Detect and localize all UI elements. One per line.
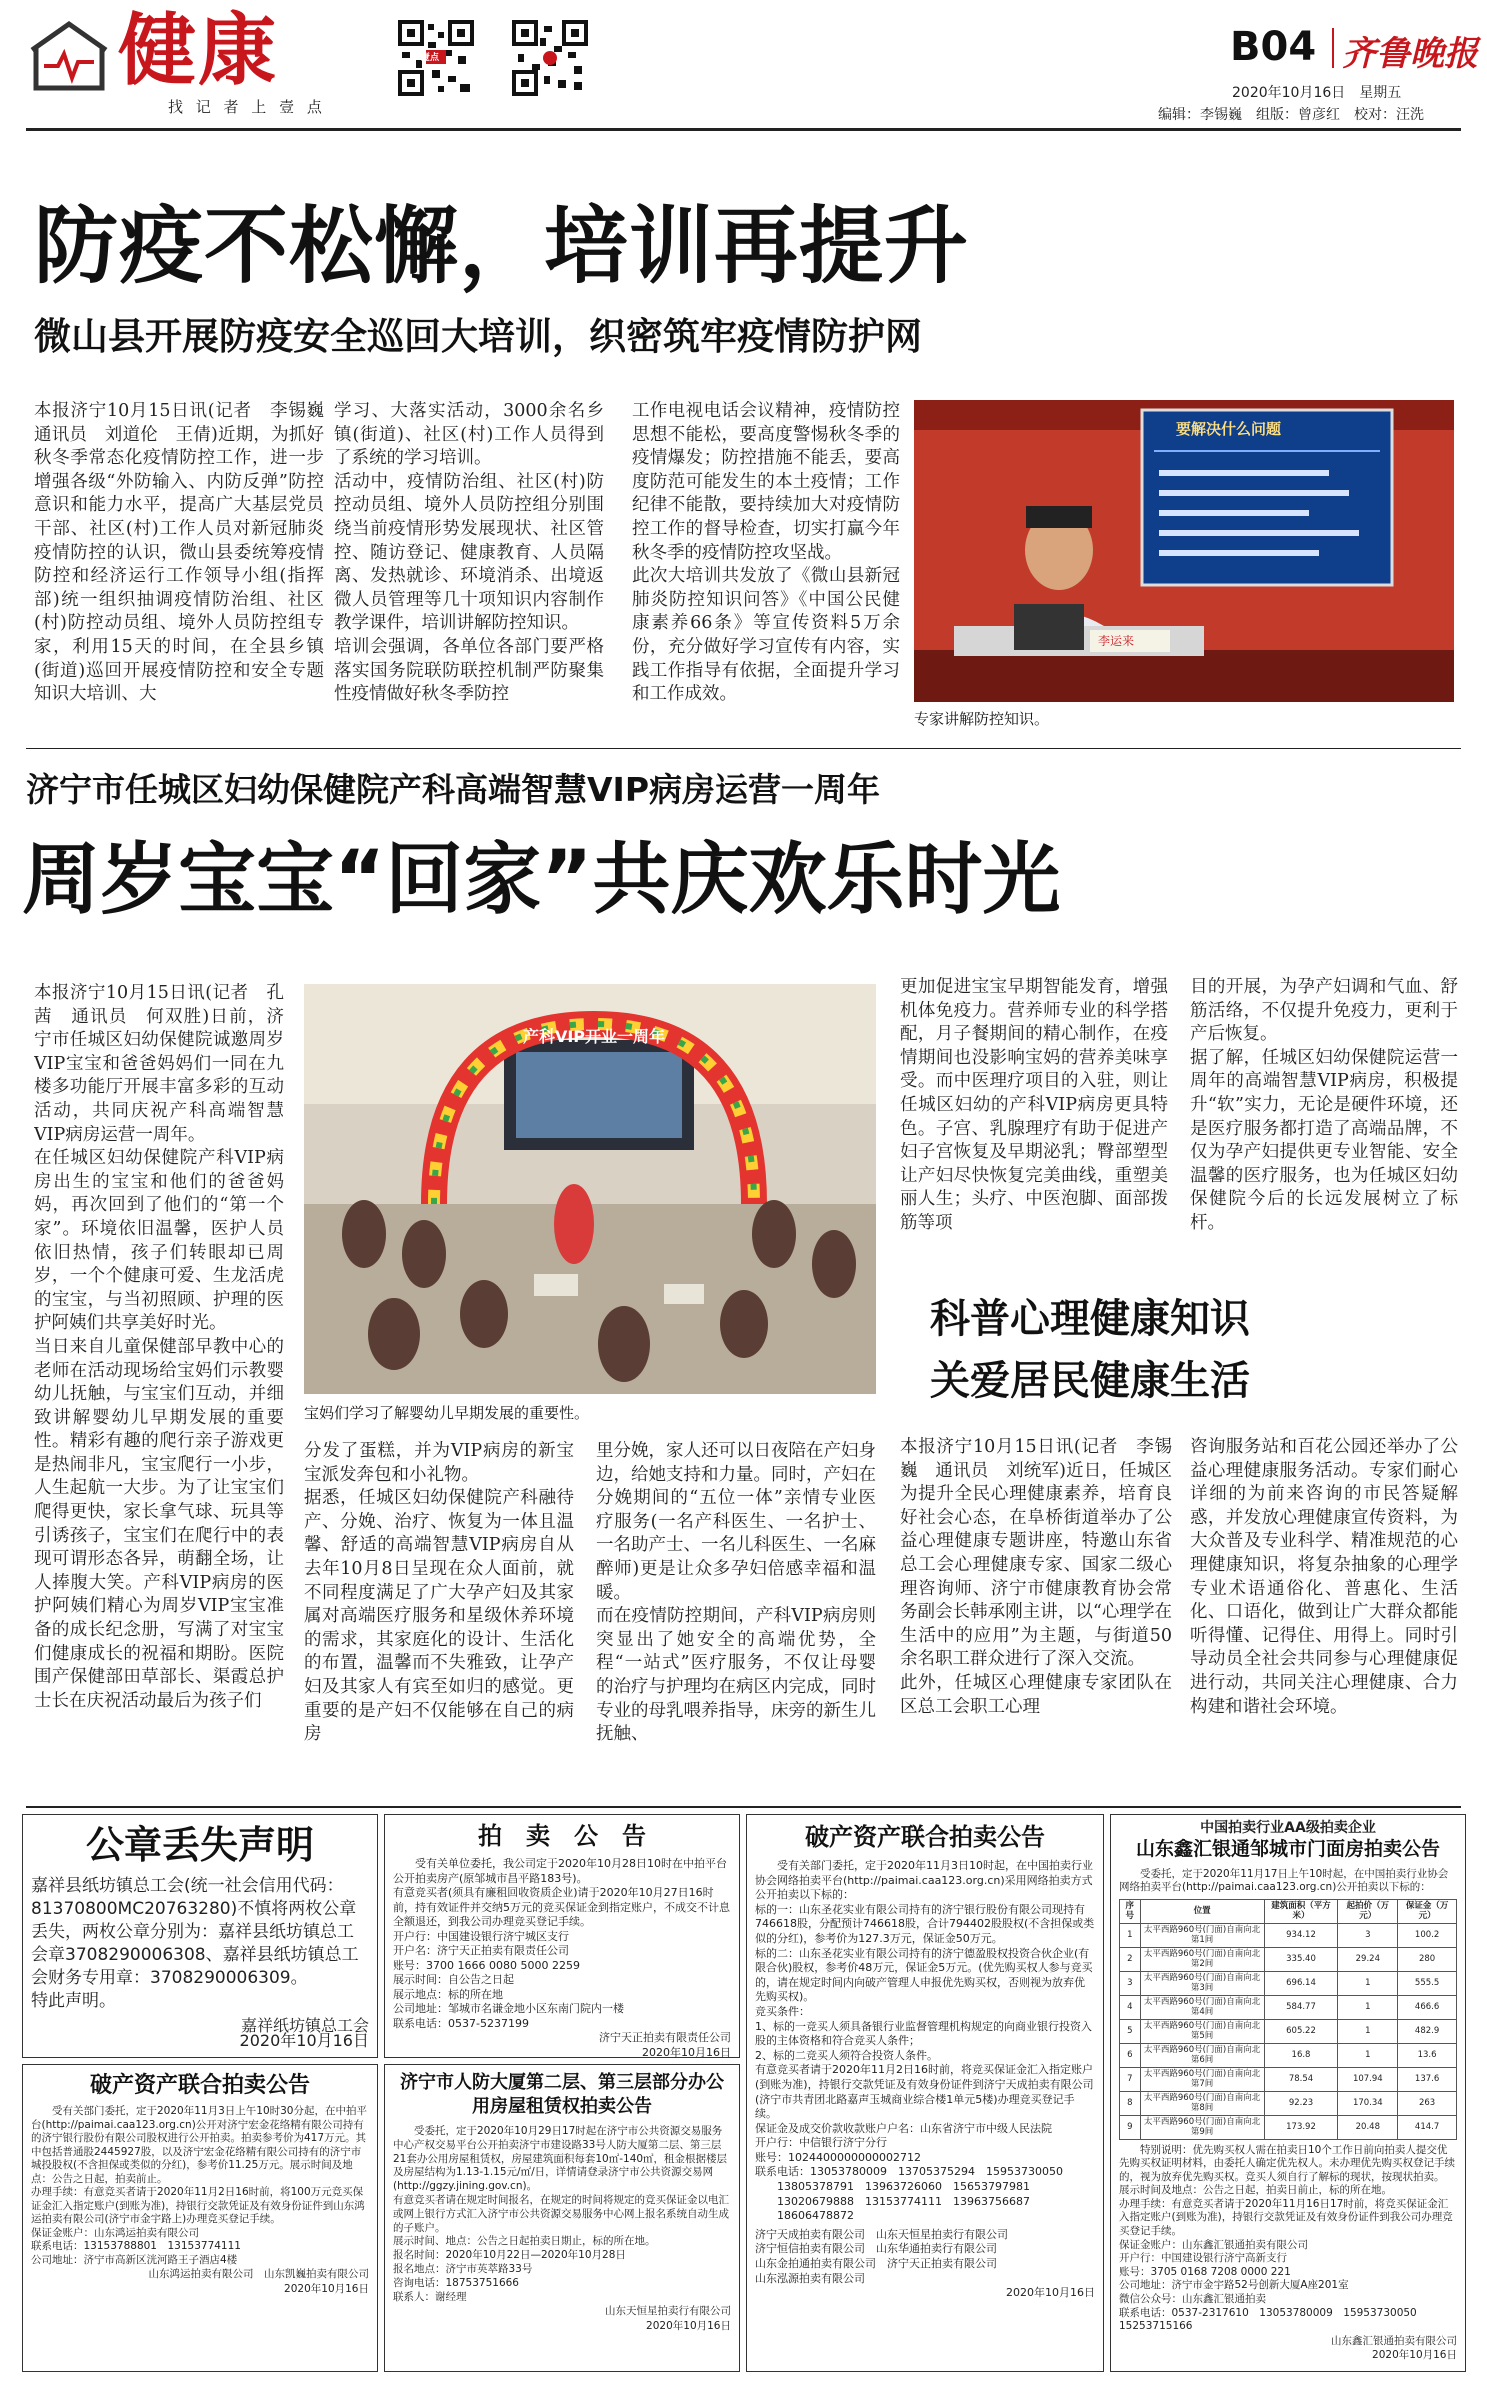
- table-body: [1120, 1923, 1457, 2139]
- table-cell: 92.23: [1264, 2091, 1338, 2115]
- table-cell: 29.24: [1338, 1947, 1398, 1971]
- table-row: [1120, 2091, 1457, 2115]
- table-cell: 1: [1120, 1923, 1141, 1947]
- notice-lease-auction: [384, 2064, 740, 2372]
- table-cell: 9: [1120, 2115, 1141, 2139]
- table-cell: 6: [1120, 2043, 1141, 2067]
- photo-caption: 专家讲解防控知识。: [914, 710, 1050, 728]
- article-text: 本报济宁10月15日讯(记者 李锡巍 通讯员 刘道伦 王倩)近期，为抓好秋冬季常态化疫情防控工作，进一步增强各级“外防输入、内防反弹”防控意识和能力水平，提高广大基层党员干部、社区(村)工作人员对新冠肺炎疫情防控的认识，微山县委统筹疫情防控和经济运行工作领导小组(指挥部)统一组织抽调疫情防治组、社区(村)防控动员组、境外人员防控组专家，利用15天的时间，在全县乡镇(街道)巡回开展疫情防控和安全专题知识大培训、大: [34, 401, 324, 705]
- table-row: [1120, 1971, 1457, 1995]
- notice-body: 特别说明：优先购买权人需在拍卖日10个工作日前向拍卖人提交优先购买权证明材料，由委托人确定优先权人。未办理优先购买权登记手续的，视为放弃优先购买权。竞买人须自行了解标的现状，按现状拍卖。 展示时间及地点：公告之日起，拍卖日前止，标的所在地。 办理手续：有意竞买者请于2020年11月16日17时前，将竞买保证金汇入指定账户(到账为准)，持银行交款凭证及有效身份证件到我公司办理竞买登记手续。 保证金账户：山东鑫汇银通拍卖有限公司 开户行：中国建设银行济宁高新支行 账号：3705 0168 7208 0000 221 公司地址：济宁市金宇路52号创新大厦A座201室 微信公众号：山东鑫汇银通拍卖 联系电话：0537-2317610 13053780009 15953730050 15253715166: [1119, 2143, 1455, 2333]
- table-header: [1120, 1899, 1457, 1923]
- article-column: [334, 400, 604, 730]
- notice-bankruptcy-auction-1: [22, 2064, 378, 2372]
- notice-title: 济宁市人防大厦第二层、第三层部分办公用房屋租赁权拍卖公告: [400, 2072, 724, 2117]
- article-column: [34, 982, 284, 1772]
- table-cell: 1: [1338, 2019, 1398, 2043]
- page-number: B04: [1230, 24, 1317, 70]
- notice-body: 受有关单位委托，我公司定于2020年10月28日10时在中拍平台公开拍卖房产(原邹城市昌平路183号)。 有意竞买者(须具有廉租回收资质企业)请于2020年10月27日16时前，持有效证件并交纳5万元的竞买保证金到指定账户，不成交不计息全额退还，到我公司办理竞买登记手续。 开户行：中国建设银行济宁城区支行 开户名：济宁天正拍卖有限责任公司 账号：3700 1666 0080 5000 2259 展示时间：自公告之日起 展示地点：标的所在地 公司地址：邹城市名谦金地小区东南门院内一楼 联系电话：0537-5237199: [393, 1857, 730, 2030]
- table-cell: 太平西路960号(门面)自南向北第6间: [1140, 2043, 1264, 2067]
- table-cell: 482.9: [1398, 2019, 1457, 2043]
- notice-signature: 山东鸿运拍卖有限公司 山东凯巍拍卖有限公司: [148, 2268, 369, 2280]
- section-title: 健康: [118, 6, 279, 96]
- article-text: 更加促进宝宝早期智能发育，增强机体免疫力。营养师专业的科学搭配，月子餐期间的精心制作，在疫情期间也没影响宝妈的营养美味享受。而中医理疗项目的入驻，则让任城区妇幼的产科VIP病房更具特色。子宫、乳腺理疗有助于促进产妇子宫恢复及早期泌乳；臀部塑型让产妇尽快恢复完美曲线，重塑美丽人生；头疗、中医泡脚、面部拨筋等项: [900, 977, 1168, 1233]
- notice-signature: 济宁天正拍卖有限责任公司: [599, 2031, 731, 2044]
- notice-title: 破产资产联合拍卖公告: [805, 1822, 1045, 1851]
- notice-date: 2020年10月16日: [646, 2319, 731, 2332]
- table-row: [1120, 2115, 1457, 2139]
- article-column: [34, 400, 324, 730]
- table-cell: 173.92: [1264, 2115, 1338, 2139]
- notice-org: 中国拍卖行业AA级拍卖企业: [1200, 1820, 1376, 1836]
- table-cell: 107.94: [1338, 2067, 1398, 2091]
- headline: 科普心理健康知识: [930, 1296, 1250, 1342]
- article-column: [1190, 976, 1458, 1238]
- table-cell: 太平西路960号(门面)自南向北第3间: [1140, 1971, 1264, 1995]
- notice-signature: 济宁天成拍卖有限公司 山东天恒星拍卖行有限公司 济宁恒信拍卖有限公司 山东华通拍卖行有限公司 山东金拍通拍卖有限公司 济宁天正拍卖有限公司 山东泓源拍卖有限公司: [755, 2227, 1008, 2285]
- table-cell: 3: [1120, 1971, 1141, 1995]
- article-text: 工作电视电话会议精神，疫情防控思想不能松，要高度警惕秋冬季的疫情爆发；防控措施不能丢，要高度防范可能发生的本土疫情；工作纪律不能散，要持续加大对疫情防控工作的督导检查，切实打赢今年秋冬季的疫情防控攻坚战。 此次大培训共发放了《微山县新冠肺炎防控知识问答》《中国公民健康素养66条》等宣传资料5万余份，充分做好学习宣传有内容，实践工作指导有依据，全面提升学习和工作成效。: [632, 401, 900, 705]
- article-text: 目的开展，为孕产妇调和气血、舒筋活络，不仅提升免疫力，更利于产后恢复。 据了解，任城区妇幼保健院运营一周年的高端智慧VIP病房，积极提升“软”实力，无论是硬件环境，还是医疗服务都打造了高端品牌，不仅为孕产妇提供更专业智能、安全温馨的医疗服务，也为任城区妇幼保健院今后的长远发展树立了标杆。: [1190, 977, 1458, 1233]
- photo-caption: 宝妈们学习了解婴幼儿早期发展的重要性。: [304, 1404, 590, 1422]
- table-row: [1120, 2043, 1457, 2067]
- photo-lecture: [914, 400, 1454, 702]
- table-cell: 5: [1120, 2019, 1141, 2043]
- notice-date: 2020年10月16日: [1372, 2349, 1457, 2362]
- notice-storefront-auction: [1110, 1814, 1466, 2372]
- table-cell: 934.12: [1264, 1923, 1338, 1947]
- table-cell: 13.6: [1398, 2043, 1457, 2067]
- article-text: 学习、大落实活动，3000余名乡镇(街道)、社区(村)工作人员得到了系统的学习培训。 活动中，疫情防治组、社区(村)防控动员组、境外人员防控组分别围绕当前疫情形势发展现状、社区管控、随访登记、健康教育、人员隔离、发热就诊、环境消杀、出境返微人员管理等几十项知识内容制作教学课件，培训讲解防控知识。 培训会强调，各单位各部门要严格落实国务院联防联控机制严防聚集性疫情做好秋冬季防控: [334, 401, 604, 705]
- date-line: 2020年10月16日 星期五: [1232, 85, 1402, 101]
- table-header-cell: 保证金（万元）: [1398, 1899, 1457, 1923]
- screen-title: 要解决什么问题: [1176, 420, 1282, 438]
- table-header-cell: 建筑面积（平方米）: [1264, 1899, 1338, 1923]
- notice-signature: 山东鑫汇银通拍卖有限公司: [1331, 2334, 1457, 2347]
- table-cell: 太平西路960号(门面)自南向北第1间: [1140, 1923, 1264, 1947]
- notice-date: 2020年10月16日: [284, 2282, 369, 2295]
- nameplate: 李运来: [1098, 634, 1135, 648]
- table-cell: 137.6: [1398, 2067, 1457, 2091]
- notice-bankruptcy-auction-2: [746, 1814, 1104, 2372]
- table-cell: 7: [1120, 2067, 1141, 2091]
- table-cell: 太平西路960号(门面)自南向北第9间: [1140, 2115, 1264, 2139]
- table-cell: 280: [1398, 1947, 1457, 1971]
- table-cell: 466.6: [1398, 1995, 1457, 2019]
- ads-divider: [26, 1806, 1461, 1808]
- table-row: [1120, 1947, 1457, 1971]
- table-cell: 1: [1338, 1971, 1398, 1995]
- article-text: 本报济宁10月15日讯(记者 李锡巍 通讯员 刘统军)近日，任城区为提升全民心理健康素养，培育良好社会心态，在阜桥街道举办了公益心理健康专题讲座，特邀山东省总工会心理健康专家、国家二级心理咨询师、济宁市健康教育协会常务副会长韩承刚主讲，以“心理学在生活中的应用”为主题，与街道50余名职工群众进行了深入交流。 此外，任城区心理健康专家团队在区总工会职工心理: [900, 1437, 1172, 1717]
- heartbeat-icon: [28, 18, 110, 96]
- article-column: [596, 1440, 876, 1770]
- notice-body: 嘉祥县纸坊镇总工会(统一社会信用代码：81370800MC20763280)不慎将两枚公章丢失，两枚公章分别为：嘉祥县纸坊镇总工会章3708290006308、嘉祥县纸坊镇总工会财务专用章：3708290006309。 特此声明。: [31, 1876, 359, 2011]
- notice-auction: [384, 1814, 740, 2058]
- section-slogan: 找 记 者 上 壹 点: [168, 98, 326, 116]
- table-cell: 16.8: [1264, 2043, 1338, 2067]
- table-row: [1120, 1923, 1457, 1947]
- notice-seal-lost: [22, 1814, 378, 2058]
- table-cell: 3: [1338, 1923, 1398, 1947]
- notice-title: 山东鑫汇银通邹城市门面房拍卖公告: [1135, 1837, 1440, 1860]
- article-column: [900, 976, 1168, 1238]
- table-cell: 2: [1120, 1947, 1141, 1971]
- notice-date: 2020年10月16日: [239, 2030, 369, 2050]
- notice-body: 受委托，定于2020年10月29日17时起在济宁市公共资源交易服务中心产权交易平台公开拍卖济宁市建设路33号人防大厦第二层、第三层21套办公用房屋租赁权，房屋建筑面积每套10㎡-140㎡，租金根据楼层及房屋结构为1.13-1.15元/㎡/日，详情请登录济宁市公共资源交易网(http://ggzy.jining.gov.cn)。 有意竞买者请在规定时间报名，在规定的时间将规定的竞买保证金以电汇或网上银行方式汇入济宁市公共资源交易服务中心网上报名系统自动生成的子账户。 展示时间、地点：公告之日起拍卖日期止，标的所在地。 报名时间：2020年10月22日—2020年10月28日 报名地点：济宁市英萃路33号 咨询电话：18753751666 联系人：谢经理: [393, 2125, 729, 2303]
- editor-credits: 编辑：李锡巍 组版：曾彦红 校对：汪洗: [1158, 107, 1424, 123]
- notice-title: 公章丢失声明: [85, 1822, 314, 1867]
- article-text: 本报济宁10月15日讯(记者 孔茜 通讯员 何双胜)日前，济宁市任城区妇幼保健院诚邀周岁VIP宝宝和爸爸妈妈们一同在九楼多功能厅开展丰富多彩的互动活动，共同庆祝产科高端智慧VIP病房运营一周年。 在任城区妇幼保健院产科VIP病房出生的宝宝和他们的爸爸妈妈，再次回到了他们的“第一个家”。环境依旧温馨，医护人员依旧热情，孩子们转眼却已周岁，一个个健康可爱、生龙活虎的宝宝，与当初照顾、护理的医护阿姨们共享美好时光。 当日来自儿童保健部早教中心的老师在活动现场给宝妈们示教婴幼儿抚触，与宝宝们互动，并细致讲解婴幼儿早期发展的重要性。精彩有趣的爬行亲子游戏更是热闹非凡，宝宝爬行一小步，人生起航一大步。为了让宝宝们爬得更快，家长拿气球、玩具等引诱孩子，宝宝们在爬行中的表现可谓形态各异，萌翻全场，让人捧腹大笑。产科VIP病房的医护阿姨们精心为周岁VIP宝宝准备的成长纪念册，写满了对宝宝们健康成长的祝福和期盼。医院围产保健部田草部长、渠霞总护士长在庆祝活动最后为孩子们: [34, 983, 284, 1711]
- table-cell: 太平西路960号(门面)自南向北第8间: [1140, 2091, 1264, 2115]
- table-cell: 555.5: [1398, 1971, 1457, 1995]
- article-column: [632, 400, 900, 730]
- article-text: 咨询服务站和百花公园还举办了公益心理健康服务活动。专家们耐心详细的为前来咨询的市民答疑解惑，并发放心理健康宣传资料，为大众普及专业科学、精准规范的心理健康知识，将复杂抽象的心理学专业术语通俗化、普惠化、生活化、口语化，做到让广大群众都能听得懂、记得住、用得上。同时引导动员全社会共同参与心理健康促进行动，共同关注心理健康、合力构建和谐社会环境。: [1190, 1437, 1458, 1717]
- paper-logo: 齐鲁晚报: [1342, 34, 1478, 74]
- article-column: [304, 1440, 574, 1770]
- table-cell: 太平西路960号(门面)自南向北第7间: [1140, 2067, 1264, 2091]
- qr-code-icon[interactable]: [512, 20, 588, 96]
- notice-date: 2020年10月16日: [1006, 2286, 1095, 2300]
- article-column: [900, 1436, 1172, 1770]
- notice-title: 拍 卖 公 告: [478, 1821, 646, 1850]
- article-text: 分发了蛋糕，并为VIP病房的新宝宝派发奔包和小礼物。 据悉，任城区妇幼保健院产科融待产、分娩、治疗、恢复为一体且温馨、舒适的高端智慧VIP病房自从去年10月8日呈现在众人面前，就不同程度满足了广大孕产妇及其家属对高端医疗服务和星级休养环境的需求，其家庭化的设计、生活化的布置，温馨而不失雅致，让孕产妇及其家人有宾至如归的感觉。更重要的是产妇不仅能够在自己的病房: [304, 1441, 574, 1745]
- section-divider: [26, 748, 1461, 749]
- headline: 防疫不松懈，培训再提升: [34, 197, 970, 295]
- table-cell: 4: [1120, 1995, 1141, 2019]
- table-header-cell: 序号: [1120, 1899, 1141, 1923]
- table-cell: 1: [1338, 2043, 1398, 2067]
- table-row: [1120, 2019, 1457, 2043]
- table-cell: 100.2: [1398, 1923, 1457, 1947]
- auction-table: [1119, 1899, 1457, 2140]
- table-cell: 太平西路960号(门面)自南向北第2间: [1140, 1947, 1264, 1971]
- table-cell: 335.40: [1264, 1947, 1338, 1971]
- article-text: 里分娩，家人还可以日夜陪在产妇身边，给她支持和力量。同时，产妇在分娩期间的“五位一体”亲情专业医疗服务(一名产科医生、一名护士、一名助产士、一名儿科医生、一名麻醉师)更是让众多孕妇倍感幸福和温暖。 而在疫情防控期间，产科VIP病房则突显出了她安全的高端优势，全程“一站式”医疗服务，不仅让母婴的治疗与护理均在病区内完成，同时专业的母乳喂养指导，床旁的新生儿抚触、: [596, 1441, 876, 1745]
- table-header-cell: 起拍价（万元）: [1338, 1899, 1398, 1923]
- kicker: 济宁市任城区妇幼保健院产科高端智慧VIP病房运营一周年: [26, 770, 881, 809]
- headline: 周岁宝宝“回家”共庆欢乐时光: [22, 835, 1061, 925]
- notice-body: 受有关部门委托，定于2020年11月3日10时起，在中国拍卖行业协会网络拍卖平台(http://paimai.caa123.org.cn)采用网络拍卖方式公开拍卖以下标的： 标的一：山东圣花实业有限公司持有的济宁银行股份有限公司现持有746618股，分配预计746618股，合计794402股股权(不含担保或类似的分红)，参考价为127.3万元，保证金50万元。 标的二：山东圣花实业有限公司持有的济宁德盈股权投资合伙企业(有限合伙)股权，参考价48万元，保证金5万元。(优先购买权人参与竞买的，请在规定时间内向破产管理人申报优先购买权，否则视为放弃优先购买权)。 竞买条件： 1、标的一竞买人须具备银行业监督管理机构规定的向商业银行投资入股的主体资格和符合竞买人条件； 2、标的二竞买人须符合投资人条件。 有意竞买者请于2020年11月2日16时前，将竞买保证金汇入指定账户(到账为准)，持银行交款凭证及有效身份证件到济宁天成拍卖有限公司(济宁市共青团北路嘉声玉城商业综合楼1单元5楼)办理竞买登记手续。 保证金及成交价款收款账户户名：山东省济宁市中级人民法院 开户行：中信银行济宁分行 账号：1024400000000002712 联系电话：13053780009 13705375294 15953730050 13805378791 13963726060 15653797981 13020679888 13153774111 13963756687 18606478872: [755, 1859, 1095, 2223]
- headline: 关爱居民健康生活: [930, 1358, 1250, 1404]
- notice-signature: 嘉祥纸坊镇总工会: [240, 2016, 369, 2035]
- table-cell: 414.7: [1398, 2115, 1457, 2139]
- notice-title: 破产资产联合拍卖公告: [89, 2072, 310, 2098]
- table-cell: 太平西路960号(门面)自南向北第4间: [1140, 1995, 1264, 2019]
- table-row: [1120, 1995, 1457, 2019]
- table-cell: 170.34: [1338, 2091, 1398, 2115]
- table-cell: 263: [1398, 2091, 1457, 2115]
- subhead: 微山县开展防疫安全巡回大培训，织密筑牢疫情防护网: [34, 315, 922, 358]
- article-column: [1190, 1436, 1458, 1770]
- photo-baby-activity: [304, 984, 876, 1394]
- banner-text: 产科VIP开业一周年: [522, 1027, 666, 1046]
- table-row: [1120, 2067, 1457, 2091]
- table-cell: 1: [1338, 1995, 1398, 2019]
- notice-body: 受有关部门委托，定于2020年11月3日上午10时30分起，在中拍平台(http://paimai.caa123.org.cn)公开对济宁宏金花络精有限公司持有的济宁银行股份有限公司股权进行公开拍卖。拍卖参考价为417万元。其中包括普通股2445927股，以及济宁宏金花络精有限公司持有的济宁市城投股权(不含担保或类似的分红)，参考价11.25万元。展示时间及地点：公告之日起，拍卖前止。 办理手续：有意竞买者请于2020年11月2日16时前，将100万元竞买保证金汇入指定账户(到账为准)，持银行交款凭证及有效身份证件到山东鸿运拍卖有限公司(济宁市金宇路上)办理竞买登记手续。 保证金账户：山东鸿运拍卖有限公司 联系电话：13153788801 13153774111 公司地址：济宁市高新区洸河路王子酒店4楼: [31, 2105, 367, 2266]
- table-cell: 太平西路960号(门面)自南向北第5间: [1140, 2019, 1264, 2043]
- qr-label: 壹点: [421, 53, 440, 63]
- notice-intro: 受委托，定于2020年11月17日上午10时起，在中国拍卖行业协会网络拍卖平台(http://paimai.caa123.org.cn)公开拍卖以下标的：: [1119, 1867, 1449, 1893]
- table-header-cell: 位置: [1140, 1899, 1264, 1923]
- notice-date: 2020年10月16日: [642, 2045, 731, 2058]
- notice-signature: 山东天恒星拍卖行有限公司: [605, 2305, 731, 2318]
- table-cell: 605.22: [1264, 2019, 1338, 2043]
- table-cell: 78.54: [1264, 2067, 1338, 2091]
- masthead-rule: [26, 128, 1461, 131]
- table-cell: 8: [1120, 2091, 1141, 2115]
- table-cell: 584.77: [1264, 1995, 1338, 2019]
- table-cell: 20.48: [1338, 2115, 1398, 2139]
- table-cell: 696.14: [1264, 1971, 1338, 1995]
- masthead-divider: [1332, 28, 1334, 68]
